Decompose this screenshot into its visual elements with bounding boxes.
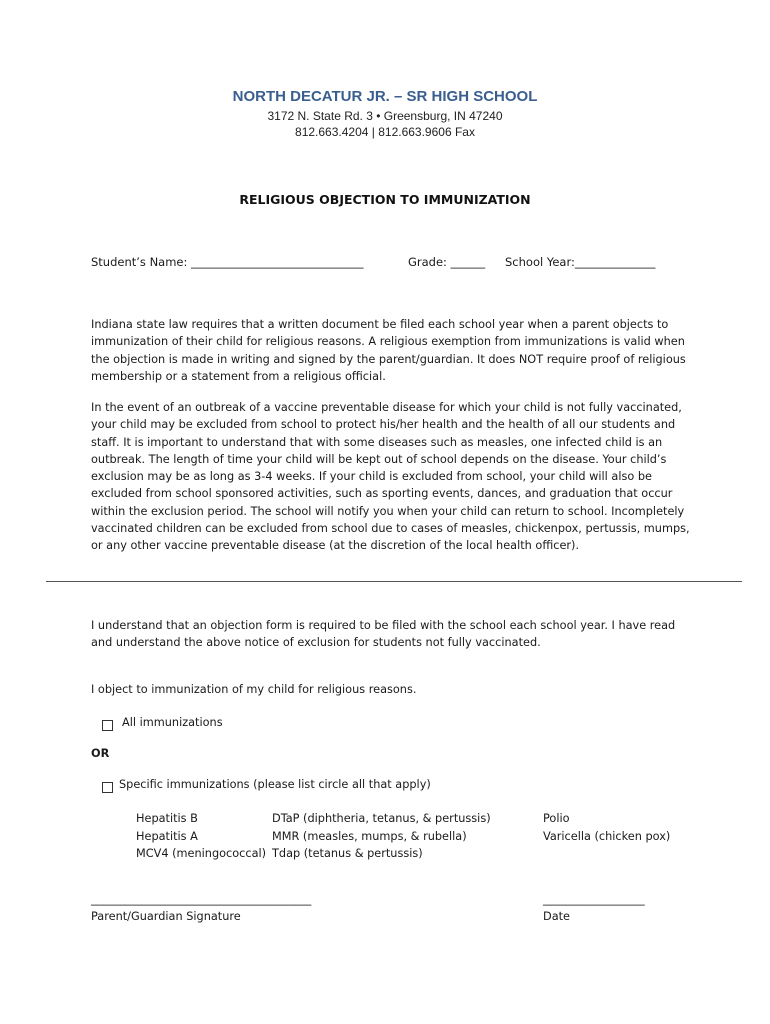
grade-field[interactable]: Grade: ______ (408, 255, 486, 269)
school-year-field[interactable]: School Year:______________ (505, 255, 656, 269)
specific-immunizations-label: Specific immunizations (please list circle all that apply) (119, 778, 431, 791)
immunization-item[interactable]: Polio (543, 812, 570, 825)
specific-immunizations-checkbox[interactable] (102, 778, 114, 790)
student-name-field[interactable]: Student’s Name: ______________________________ (91, 255, 364, 269)
paragraph-line: exclusion may be as long as 3-4 weeks. If your child is excluded from school, your child will also be (91, 470, 652, 484)
paragraph-line: Indiana state law requires that a written document be filed each school year when a parent objects to (91, 318, 669, 331)
school-phone: 812.663.4204 | 812.663.9606 Fax (295, 125, 475, 139)
paragraph-line: excluded from school sponsored activities, such as sporting events, dances, and graduation that occur (91, 487, 673, 501)
immunization-column-3 (543, 810, 670, 845)
all-immunizations-checkbox[interactable] (102, 716, 114, 728)
signature-label: Parent/Guardian Signature (91, 910, 241, 923)
form-title: RELIGIOUS OBJECTION TO IMMUNIZATION (239, 192, 531, 207)
date-label: Date (543, 910, 571, 923)
paragraph-line: your child may be excluded from school to protect his/her health and the health of all our students and (91, 418, 676, 432)
school-address: 3172 N. State Rd. 3 • Greensburg, IN 47240 (267, 109, 503, 123)
acknowledgement-paragraph (91, 617, 691, 652)
checkbox-box[interactable] (102, 782, 113, 793)
paragraph-line: staff. It is important to understand that with some diseases such as measles, one infected child is an (91, 435, 663, 449)
paragraph-line: or any other vaccine preventable disease (at the discretion of the local health officer). (91, 539, 580, 553)
paragraph-line: membership or a statement from a religious official. (91, 369, 386, 383)
state-law-paragraph (91, 316, 691, 385)
immunization-item[interactable]: Hepatitis B (136, 812, 198, 825)
paragraph-line: In the event of an outbreak of a vaccine preventable disease for which your child is not fully vaccinated, (91, 401, 682, 414)
immunization-item[interactable]: Hepatitis A (136, 829, 198, 843)
or-label: OR (91, 747, 110, 760)
immunization-item[interactable]: Tdap (tetanus & pertussis) (272, 847, 423, 860)
paragraph-line: vaccinated children can be excluded from school due to cases of measles, chickenpox, pertussis, mumps, (91, 522, 690, 536)
immunization-column-1 (136, 810, 266, 863)
signature-line[interactable]: _______________________________________ (91, 893, 312, 906)
school-name: NORTH DECATUR JR. – SR HIGH SCHOOL (232, 88, 538, 105)
immunization-item[interactable]: Varicella (chicken pox) (543, 829, 671, 843)
all-immunizations-label: All immunizations (122, 716, 223, 729)
paragraph-line: I understand that an objection form is required to be filed with the school each school year. I have read (91, 619, 676, 632)
immunization-item[interactable]: MMR (measles, mumps, & rubella) (272, 829, 467, 843)
immunization-item[interactable]: DTaP (diphtheria, tetanus, & pertussis) (272, 812, 491, 825)
section-divider (46, 581, 742, 582)
paragraph-line: within the exclusion period. The school will notify you when your child can return to school. Incompletely (91, 504, 685, 518)
date-line[interactable]: __________________ (543, 893, 645, 906)
paragraph-line: and understand the above notice of exclusion for students not fully vaccinated. (91, 636, 541, 650)
objection-statement: I object to immunization of my child for religious reasons. (91, 683, 417, 696)
checkbox-box[interactable] (102, 720, 113, 731)
paragraph-line: immunization of their child for religious reasons. A religious exemption from immunizations is valid when (91, 335, 685, 349)
outbreak-paragraph (91, 399, 691, 555)
paragraph-line: the objection is made in writing and signed by the parent/guardian. It does NOT require proof of religious (91, 352, 686, 366)
paragraph-line: outbreak. The length of time your child will be kept out of school depends on the disease. Your child’s (91, 452, 667, 466)
immunization-column-2 (272, 810, 491, 863)
immunization-item[interactable]: MCV4 (meningococcal) (136, 847, 267, 860)
